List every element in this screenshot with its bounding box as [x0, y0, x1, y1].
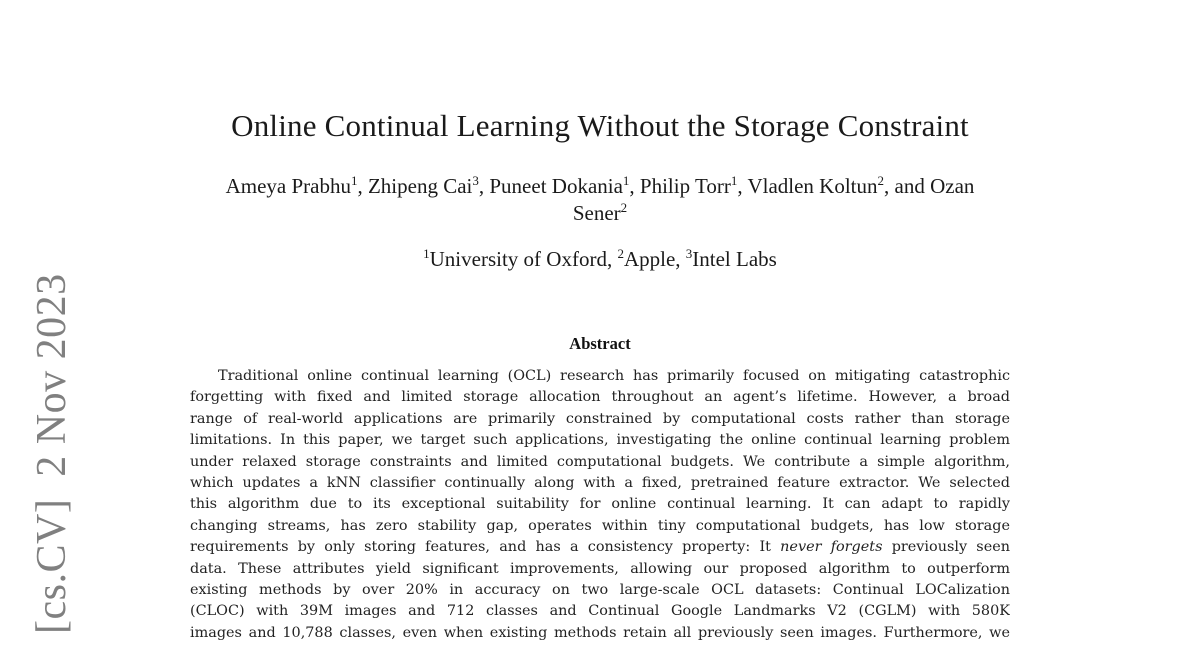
- abstract-line: [190, 537, 1010, 558]
- author-separator: ,: [737, 174, 748, 198]
- abstract-line: (CLOC) with 39M images and 712 classes and Continual Google Landmarks V2 (CGLM) with 580K: [190, 603, 1010, 620]
- author-name: Ameya Prabhu: [225, 174, 351, 198]
- author-affiliation-mark: 1: [350, 173, 358, 188]
- abstract-text: previously seen: [882, 539, 1010, 556]
- author-separator: ,: [478, 174, 490, 198]
- abstract-line: forgetting with fixed and limited storage allocation throughout an agent’s lifetime. However, a broad: [190, 389, 1010, 406]
- arxiv-category: [cs.CV]: [29, 498, 75, 634]
- abstract-line: this algorithm due to its exceptional suitability for online continual learning. It can adapt to rapidly: [190, 496, 1010, 513]
- arxiv-identifier-stamp: [28, 273, 76, 634]
- affiliation-name: Apple: [623, 247, 676, 271]
- author-line-2: [130, 200, 1070, 227]
- affiliation-name: University of Oxford: [429, 247, 607, 271]
- abstract-line: existing methods by over 20% in accuracy on two large-scale OCL datasets: Continual LOCalization: [190, 581, 1010, 598]
- author-name: Philip Torr: [639, 174, 731, 198]
- paper-title: Online Continual Learning Without the Storage Constraint: [231, 108, 969, 143]
- abstract-text: requirements by only storing features, and has a consistency property: It: [190, 539, 781, 556]
- author-affiliation-mark: 2: [877, 173, 885, 188]
- affiliation-mark: 3: [685, 246, 693, 261]
- abstract-body: [190, 366, 1010, 644]
- author-separator: ,: [357, 174, 368, 198]
- author-name: Puneet Dokania: [489, 174, 623, 198]
- affiliation-separator: ,: [675, 247, 686, 271]
- author-name: Zhipeng Cai: [367, 174, 473, 198]
- abstract-line: Traditional online continual learning (OCL) research has primarily focused on mitigating catastrophic: [218, 368, 1010, 384]
- author-line-1: [130, 173, 1070, 200]
- affiliation-name: Intel Labs: [692, 247, 777, 271]
- author-name: Vladlen Koltun: [747, 174, 878, 198]
- abstract-line: data. These attributes yield significant improvements, allowing our proposed algorithm to outperform: [190, 560, 1010, 577]
- affiliation-mark: 2: [617, 246, 624, 261]
- affiliation-separator: ,: [606, 247, 618, 271]
- author-affiliation-mark: 1: [622, 173, 630, 188]
- author-affiliation-mark: 2: [620, 200, 628, 215]
- abstract-line: which updates a kNN classifier continually along with a fixed, pretrained feature extractor. We selected: [190, 474, 1010, 491]
- affiliations: [0, 247, 1200, 272]
- abstract-line: under relaxed storage constraints and limited computational budgets. We contribute a simple algorithm,: [190, 453, 1010, 470]
- author-affiliation-mark: 1: [730, 173, 738, 188]
- abstract-line: range of real-world applications are primarily constrained by computational costs rather than storage: [190, 410, 1010, 427]
- abstract-line: images and 10,788 classes, even when existing methods retain all previously seen images. Furthermore, we: [190, 624, 1010, 641]
- abstract-emphasis: never forgets: [780, 539, 883, 556]
- author-affiliation-mark: 3: [472, 173, 479, 188]
- author-name: Sener: [572, 201, 621, 225]
- abstract-line: changing streams, has zero stability gap, operates within tiny computational budgets, has low storage: [190, 517, 1010, 534]
- author-separator: , and Ozan: [884, 174, 975, 198]
- author-separator: ,: [629, 174, 640, 198]
- arxiv-date: 2 Nov 2023: [29, 273, 75, 477]
- abstract-line: limitations. In this paper, we target such applications, investigating the online continual learning problem: [190, 432, 1010, 449]
- abstract-heading: Abstract: [569, 334, 631, 353]
- author-list: [130, 173, 1070, 227]
- affiliation-mark: 1: [423, 246, 430, 261]
